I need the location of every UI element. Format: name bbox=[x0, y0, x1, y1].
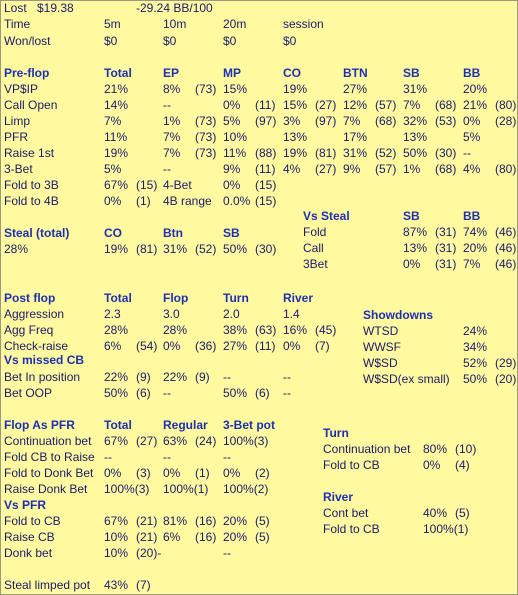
stat-value: (80) bbox=[495, 162, 517, 176]
stat-value: 19% bbox=[104, 146, 129, 160]
stat-value: -- bbox=[283, 386, 291, 400]
section-title-vs-pfr: Vs PFR bbox=[4, 498, 47, 512]
stat-value: (1) bbox=[195, 466, 210, 480]
stat-value: 0% bbox=[283, 339, 301, 353]
steal-limped-value: 43% bbox=[104, 578, 129, 592]
stat-value: 22% bbox=[104, 370, 129, 384]
stat-label: Raise 1st bbox=[4, 146, 55, 160]
stat-label: Donk bet bbox=[4, 546, 53, 560]
lost-label: Lost bbox=[4, 1, 27, 15]
stat-label: Continuation bet bbox=[323, 442, 411, 456]
preflop-header: EP bbox=[163, 66, 180, 80]
stat-value: 13% bbox=[403, 130, 428, 144]
stat-label: WWSF bbox=[363, 340, 401, 354]
stat-value: (68) bbox=[435, 162, 457, 176]
section-title-steal-total: Steal (total) bbox=[4, 226, 70, 240]
stat-value: 50% bbox=[104, 386, 129, 400]
stat-label: Continuation bet bbox=[4, 434, 92, 448]
stat-value: (45) bbox=[315, 323, 337, 337]
stat-value: 7% bbox=[163, 146, 181, 160]
stat-value: 63% bbox=[163, 434, 188, 448]
stat-value: (63) bbox=[255, 323, 277, 337]
stat-value: 8% bbox=[163, 82, 181, 96]
stat-value: 0% bbox=[463, 114, 481, 128]
period-header: 5m bbox=[104, 17, 121, 31]
stat-value: 100%(3) bbox=[223, 434, 269, 448]
stat-value: 19% bbox=[283, 82, 308, 96]
stat-value: (10) bbox=[455, 442, 477, 456]
stat-value: 81% bbox=[163, 514, 188, 528]
vs-steal-header: SB bbox=[403, 209, 420, 223]
preflop-header: SB bbox=[403, 66, 420, 80]
steal-value: 31% bbox=[163, 242, 188, 256]
stat-value: 50% bbox=[463, 372, 488, 386]
stat-value: (97) bbox=[255, 114, 277, 128]
stat-value: (57) bbox=[375, 162, 397, 176]
stat-value: 11% bbox=[223, 146, 247, 160]
stat-value: 0% bbox=[423, 458, 441, 472]
stat-label: VP$IP bbox=[4, 82, 39, 96]
stat-value: 5% bbox=[104, 162, 122, 176]
period-header: session bbox=[283, 17, 324, 31]
steal-header: Btn bbox=[163, 226, 183, 240]
stat-value: (21) bbox=[136, 530, 158, 544]
stat-value: 1.4 bbox=[283, 307, 300, 321]
stat-value: 32% bbox=[403, 114, 428, 128]
stat-value: 100%(3) bbox=[104, 482, 150, 496]
time-label: Time bbox=[4, 17, 31, 31]
stat-value: 6% bbox=[163, 530, 181, 544]
stat-value: (52) bbox=[375, 146, 397, 160]
steal-header: CO bbox=[104, 226, 122, 240]
stat-value: (68) bbox=[375, 114, 397, 128]
steal-value: 50% bbox=[223, 242, 248, 256]
stat-label: Raise CB bbox=[4, 530, 55, 544]
period-header: 20m bbox=[223, 17, 247, 31]
steal-header: SB bbox=[223, 226, 240, 240]
stat-value: 0% bbox=[223, 466, 241, 480]
stat-value: (73) bbox=[195, 114, 217, 128]
stat-value: (16) bbox=[195, 514, 217, 528]
stat-value: -- bbox=[283, 370, 291, 384]
stat-value: (2) bbox=[255, 466, 270, 480]
stat-value: 24% bbox=[463, 324, 488, 338]
stat-value: 80% bbox=[423, 442, 448, 456]
stat-value: 7% bbox=[104, 114, 122, 128]
stat-value: 4B range bbox=[163, 194, 212, 208]
stat-label: Bet In position bbox=[4, 370, 81, 384]
stat-value: 52% bbox=[463, 356, 488, 370]
wonlost-value: $0 bbox=[104, 34, 118, 48]
steal-value: (81) bbox=[136, 242, 158, 256]
preflop-header: BTN bbox=[343, 66, 368, 80]
stat-value: (31) bbox=[435, 225, 457, 239]
stat-value: (15) bbox=[255, 194, 277, 208]
stat-value: 10% bbox=[104, 546, 129, 560]
stat-value: (11) bbox=[255, 339, 276, 353]
stat-value: 67% bbox=[104, 514, 129, 528]
stat-value: (21) bbox=[136, 514, 158, 528]
stat-label: Fold bbox=[303, 225, 327, 239]
stat-label: Fold to 4B bbox=[4, 194, 59, 208]
stat-value: 27% bbox=[223, 339, 248, 353]
section-title-flop-as-pfr: Flop As PFR bbox=[4, 418, 75, 432]
stat-value: (20) bbox=[495, 372, 517, 386]
stat-value: 100%(2) bbox=[223, 482, 269, 496]
stat-value: 3% bbox=[283, 114, 301, 128]
stat-value: 4% bbox=[283, 162, 301, 176]
stat-label: Fold to 3B bbox=[4, 178, 59, 192]
stat-value: (4) bbox=[455, 458, 470, 472]
stat-value: (97) bbox=[315, 114, 337, 128]
stat-value: 7% bbox=[463, 257, 481, 271]
stat-value: 19% bbox=[283, 146, 308, 160]
stat-value: (16) bbox=[195, 530, 217, 544]
stat-label: WTSD bbox=[363, 324, 399, 338]
stat-value: 13% bbox=[403, 241, 428, 255]
stat-value: 38% bbox=[223, 323, 248, 337]
period-header: 10m bbox=[163, 17, 187, 31]
stat-value: (73) bbox=[195, 82, 217, 96]
stat-value: (68) bbox=[435, 98, 457, 112]
stat-value: 28% bbox=[163, 323, 188, 337]
stat-value: 1% bbox=[403, 162, 421, 176]
stat-value: 22% bbox=[163, 370, 188, 384]
stat-value: 1% bbox=[163, 114, 181, 128]
stat-value: 20% bbox=[223, 514, 248, 528]
preflop-header: Total bbox=[104, 66, 132, 80]
stat-value: (36) bbox=[195, 339, 217, 353]
stat-value: 31% bbox=[403, 82, 428, 96]
stat-value: (31) bbox=[435, 241, 457, 255]
stat-label: Agg Freq bbox=[4, 323, 54, 337]
stat-value: (46) bbox=[495, 225, 517, 239]
section-title-river: River bbox=[323, 490, 354, 504]
stat-value: 87% bbox=[403, 225, 428, 239]
stat-value: (24) bbox=[195, 434, 217, 448]
section-title-postflop: Post flop bbox=[4, 291, 56, 305]
steal-value: 28% bbox=[4, 242, 29, 256]
stat-value: 0% bbox=[223, 178, 241, 192]
stat-value: 3.0 bbox=[163, 307, 180, 321]
stat-value: 13% bbox=[283, 130, 308, 144]
stat-value: 34% bbox=[463, 340, 488, 354]
stat-value: (80) bbox=[495, 98, 517, 112]
vs-steal-header: BB bbox=[463, 209, 481, 223]
stat-value: (6) bbox=[255, 386, 270, 400]
stat-value: 9% bbox=[343, 162, 361, 176]
stat-value: (11) bbox=[255, 98, 276, 112]
stat-label: Fold to CB bbox=[323, 522, 380, 536]
stat-value: (5) bbox=[255, 514, 270, 528]
stat-value: 10% bbox=[104, 530, 129, 544]
stat-label: Aggression bbox=[4, 307, 65, 321]
steal-value: (30) bbox=[255, 242, 277, 256]
stat-value: (53) bbox=[435, 114, 457, 128]
stat-value: -- bbox=[163, 386, 171, 400]
stat-value: (15) bbox=[255, 178, 277, 192]
preflop-header: MP bbox=[223, 66, 241, 80]
stat-value: 9% bbox=[223, 162, 241, 176]
stat-value: (73) bbox=[195, 130, 217, 144]
section-title-vs-steal: Vs Steal bbox=[303, 209, 350, 223]
stat-value: 6% bbox=[104, 339, 122, 353]
stat-value: -- bbox=[104, 450, 112, 464]
stat-value: 20% bbox=[463, 82, 488, 96]
stat-value: (46) bbox=[495, 241, 517, 255]
stat-value: 21% bbox=[463, 98, 488, 112]
section-title-vs-missed-cb: Vs missed CB bbox=[4, 353, 85, 367]
stat-label: Bet OOP bbox=[4, 386, 53, 400]
flop-pfr-header: 3-Bet pot bbox=[223, 418, 275, 432]
stat-value: -- bbox=[163, 450, 171, 464]
stat-value: (27) bbox=[315, 98, 337, 112]
preflop-header: BB bbox=[463, 66, 481, 80]
stat-value: -- bbox=[223, 450, 231, 464]
stat-value: (31) bbox=[435, 257, 457, 271]
lost-value: $19.38 bbox=[37, 1, 74, 15]
stat-value: 100%(1) bbox=[423, 522, 469, 536]
stat-value: (3) bbox=[136, 466, 151, 480]
stat-value: 100%(1) bbox=[163, 482, 209, 496]
stat-value: -- bbox=[163, 98, 171, 112]
stat-value: 67% bbox=[104, 434, 129, 448]
stat-value: 16% bbox=[283, 323, 308, 337]
steal-limped-label: Steal limped pot bbox=[4, 578, 91, 592]
stat-value: 7% bbox=[403, 98, 421, 112]
stat-value: 0% bbox=[223, 98, 241, 112]
stat-label: Limp bbox=[4, 114, 31, 128]
stat-value: 5% bbox=[463, 130, 481, 144]
stat-label: PFR bbox=[4, 130, 28, 144]
stat-value: 31% bbox=[343, 146, 368, 160]
stat-label: Raise Donk Bet bbox=[4, 482, 88, 496]
stat-value: 14% bbox=[104, 98, 129, 112]
stat-value: 21% bbox=[104, 82, 129, 96]
stat-value: (9) bbox=[195, 370, 210, 384]
flop-pfr-header: Total bbox=[104, 418, 132, 432]
stat-value: 2.3 bbox=[104, 307, 121, 321]
stat-value: 17% bbox=[343, 130, 368, 144]
wonlost-value: $0 bbox=[283, 34, 297, 48]
wonlost-label: Won/lost bbox=[4, 34, 51, 48]
stat-value: -- bbox=[223, 370, 231, 384]
stat-value: 0% bbox=[163, 466, 181, 480]
stat-value: (54) bbox=[136, 339, 158, 353]
stat-value: (5) bbox=[455, 506, 470, 520]
stat-value: (28) bbox=[495, 114, 517, 128]
stat-label: Fold to CB bbox=[323, 458, 380, 472]
stat-value: 15% bbox=[283, 98, 308, 112]
steal-value: (52) bbox=[195, 242, 217, 256]
stat-value: (1) bbox=[136, 194, 151, 208]
stat-value: -- bbox=[223, 546, 231, 560]
steal-value: 19% bbox=[104, 242, 129, 256]
stat-label: 3Bet bbox=[303, 257, 328, 271]
stat-value: (7) bbox=[315, 339, 330, 353]
stat-value: (6) bbox=[136, 386, 151, 400]
section-title-showdowns: Showdowns bbox=[363, 308, 433, 322]
stat-label: W$SD(ex small) bbox=[363, 372, 450, 386]
stat-label: W$SD bbox=[363, 356, 398, 370]
stat-label: Check-raise bbox=[4, 339, 69, 353]
stat-value: 4% bbox=[463, 162, 481, 176]
stat-label: 3-Bet bbox=[4, 162, 33, 176]
stat-value: 0% bbox=[104, 466, 122, 480]
stat-label: Cont bet bbox=[323, 506, 369, 520]
stat-value: 67% bbox=[104, 178, 129, 192]
stat-value: 40% bbox=[423, 506, 448, 520]
stat-value: (46) bbox=[495, 257, 517, 271]
postflop-header: Total bbox=[104, 291, 132, 305]
stat-value: -- bbox=[463, 146, 471, 160]
stat-value: (88) bbox=[255, 146, 277, 160]
preflop-header: CO bbox=[283, 66, 301, 80]
stat-value: 74% bbox=[463, 225, 488, 239]
stat-value: (73) bbox=[195, 146, 217, 160]
stat-label: Call bbox=[303, 241, 324, 255]
bb-per-100: -29.24 BB/100 bbox=[136, 1, 213, 15]
stat-value: 5% bbox=[223, 114, 241, 128]
stat-label: Fold to CB bbox=[4, 514, 61, 528]
stat-value: (57) bbox=[375, 98, 397, 112]
stat-value: 50% bbox=[223, 386, 248, 400]
stat-value: 20% bbox=[463, 241, 488, 255]
stat-value: (81) bbox=[315, 146, 337, 160]
postflop-header: Turn bbox=[223, 291, 249, 305]
stat-value: -- bbox=[163, 162, 171, 176]
stat-value: 2.0 bbox=[223, 307, 240, 321]
wonlost-value: $0 bbox=[223, 34, 237, 48]
stat-value: 28% bbox=[104, 323, 129, 337]
section-title-turn: Turn bbox=[323, 426, 349, 440]
stat-value: (5) bbox=[255, 530, 270, 544]
flop-pfr-header: Regular bbox=[163, 418, 208, 432]
section-title-preflop: Pre-flop bbox=[4, 66, 50, 80]
stat-value: 0% bbox=[163, 339, 181, 353]
stat-label: Call Open bbox=[4, 98, 58, 112]
stat-value: (27) bbox=[315, 162, 337, 176]
stat-value: 10% bbox=[223, 130, 248, 144]
steal-limped-count: (7) bbox=[136, 578, 151, 592]
stat-value: (30) bbox=[435, 146, 457, 160]
stat-label: Fold CB to Raise bbox=[4, 450, 95, 464]
stat-value: (15) bbox=[136, 178, 158, 192]
stat-value: 0% bbox=[403, 257, 421, 271]
stat-value: 11% bbox=[104, 130, 128, 144]
stat-value: 15% bbox=[223, 82, 248, 96]
stat-value: 7% bbox=[163, 130, 181, 144]
wonlost-value: $0 bbox=[163, 34, 177, 48]
stat-value: 27% bbox=[343, 82, 368, 96]
stat-value: 50% bbox=[403, 146, 428, 160]
stat-value: (27) bbox=[136, 434, 158, 448]
stat-value: 4-Bet bbox=[163, 178, 192, 192]
stat-value: (20)- bbox=[136, 546, 162, 560]
stat-value: (29) bbox=[495, 356, 517, 370]
stat-value: 20% bbox=[223, 530, 248, 544]
stat-value: 7% bbox=[343, 114, 361, 128]
stat-value: (9) bbox=[136, 370, 151, 384]
stat-label: Fold to Donk Bet bbox=[4, 466, 94, 480]
stat-value: 0.0% bbox=[223, 194, 251, 208]
postflop-header: Flop bbox=[163, 291, 189, 305]
stat-value: (11) bbox=[255, 162, 276, 176]
stat-value: 12% bbox=[343, 98, 368, 112]
postflop-header: River bbox=[283, 291, 314, 305]
stat-value: 0% bbox=[104, 194, 122, 208]
